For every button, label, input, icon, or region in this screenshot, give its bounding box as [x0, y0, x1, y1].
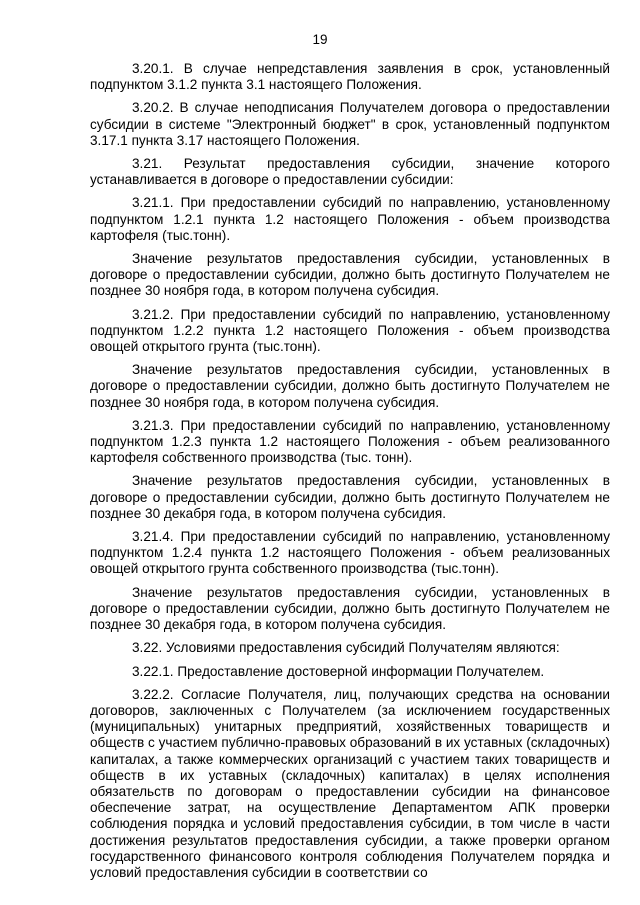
paragraph-3-21-4: 3.21.4. При предоставлении субсидий по направлению, установленному подпунктом 1.2.4 пункта 1.2 настоящего Положения - объем реализованных овощей открытого грунта собственного производства (тыс.тонн).: [90, 529, 610, 577]
paragraph-result-value-2: Значение результатов предоставления субсидии, установленных в договоре о предоставлении субсидии, должно быть достигнуто Получателем не позднее 30 ноября года, в котором получена субсидия.: [90, 362, 610, 410]
paragraph-result-value-1: Значение результатов предоставления субсидии, установленных в договоре о предоставлении субсидии, должно быть достигнуто Получателем не позднее 30 ноября года, в котором получена субсидия.: [90, 251, 610, 299]
paragraph-3-22-2: 3.22.2. Согласие Получателя, лиц, получающих средства на основании договоров, заключенных с Получателем (за исключением государственных (муниципальных) унитарных предприятий, хозяйственных товариществ и обществ с участием публично-правовых образований в их уставных (складочных) капиталах, а также коммерческих организаций с участием таких товариществ и обществ в их уставных (складочных) капиталах) в целях исполнения обязательств по договорам о предоставлении субсидии на финансовое обеспечение затрат, на осуществление Департаментом АПК проверки соблюдения порядка и условий предоставления субсидии, в том числе в части достижения результатов предоставления субсидии, а также проверки органом государственного финансового контроля соблюдения Получателем порядка и условий предоставления субсидии в соответствии со: [90, 686, 610, 880]
paragraph-3-22-1: 3.22.1. Предоставление достоверной информации Получателем.: [132, 663, 545, 679]
paragraph-3-21: 3.21. Результат предоставления субсидии, значение которого устанавливается в договоре о предоставлении субсидии:: [90, 156, 610, 188]
paragraph-3-21-3: 3.21.3. При предоставлении субсидий по направлению, установленному подпунктом 1.2.3 пункта 1.2 настоящего Положения - объем реализованного картофеля собственного производства (тыс. тонн).: [90, 417, 610, 466]
paragraph-3-20-1: 3.20.1. В случае непредставления заявления в срок, установленный подпунктом 3.1.2 пункта 3.1 настоящего Положения.: [90, 61, 610, 93]
paragraph-result-value-3: Значение результатов предоставления субсидии, установленных в договоре о предоставлении субсидии, должно быть достигнуто Получателем не позднее 30 декабря года, в котором получена субсидия.: [90, 473, 610, 521]
page-number: 19: [312, 32, 328, 47]
paragraph-3-21-2: 3.21.2. При предоставлении субсидий по направлению, установленному подпунктом 1.2.2 пункта 1.2 настоящего Положения - объем производства овощей открытого грунта (тыс.тонн).: [90, 306, 610, 355]
paragraph-3-21-1: 3.21.1. При предоставлении субсидий по направлению, установленному подпунктом 1.2.1 пункта 1.2 настоящего Положения - объем производства картофеля (тыс.тонн).: [90, 195, 610, 243]
paragraph-result-value-4: Значение результатов предоставления субсидии, установленных в договоре о предоставлении субсидии, должно быть достигнуто Получателем не позднее 30 декабря года, в котором получена субсидия.: [90, 584, 610, 633]
document-body: [90, 61, 610, 888]
paragraph-3-20-2: 3.20.2. В случае неподписания Получателем договора о предоставлении субсидии в системе "Электронный бюджет" в срок, установленный подпунктом 3.17.1 пункта 3.17 настоящего Положения.: [90, 100, 610, 148]
paragraph-3-22: 3.22. Условиями предоставления субсидий Получателям являются:: [132, 640, 560, 656]
